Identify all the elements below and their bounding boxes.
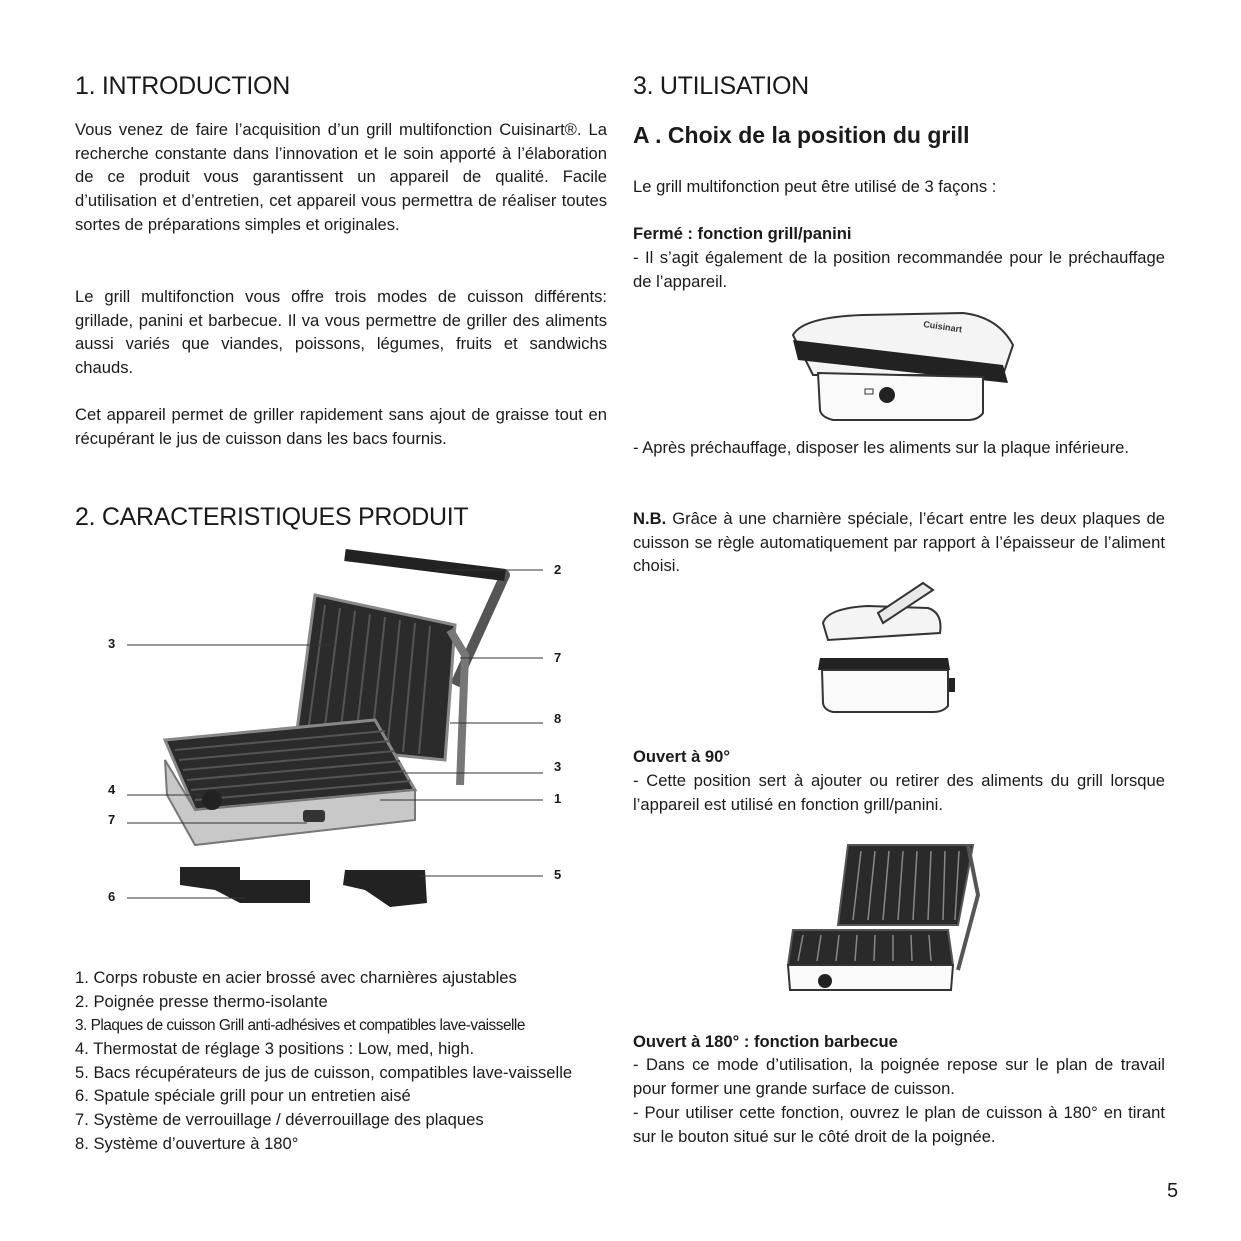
closed-bullet-2: - Après préchauffage, disposer les aliments sur la plaque inférieure.	[633, 438, 1129, 457]
nb-text: Grâce à une charnière spéciale, l’écart entre les deux plaques de cuisson se règle automatiquement par rapport à l’épaisseur de l’aliment choisi.	[633, 509, 1165, 576]
open-upper-plate	[838, 845, 973, 925]
usage-intro: Le grill multifonction peut être utilisé de 3 façons :	[633, 177, 997, 196]
half-open-plate	[818, 658, 950, 670]
drip-tray	[343, 870, 427, 907]
label-1: 1	[554, 791, 562, 806]
intro-title: 1. INTRODUCTION	[75, 72, 290, 100]
intro-paragraph-2: Le grill multifonction vous offre trois modes de cuisson différents: grillade, panini et barbecue. Il va vous permettre de griller des aliments aussi variés que viandes, poissons, légumes, fruits et sandwichs chauds.	[75, 287, 607, 378]
intro-paragraph-3: Cet appareil permet de griller rapidement sans ajout de graisse tout en récupérant le jus de cuisson dans les bacs fournis.	[75, 405, 607, 448]
parts-item-4: 4. Thermostat de réglage 3 positions : Low, med, high.	[75, 1039, 475, 1058]
parts-item-5: 5. Bacs récupérateurs de jus de cuisson, compatibles lave-vaisselle	[75, 1063, 573, 1082]
label-3b: 3	[554, 759, 562, 774]
brand-logo-closed: Cuisinart	[922, 319, 963, 335]
usage-title: 3. UTILISATION	[633, 72, 809, 100]
open-knob	[818, 974, 832, 988]
nb-label: N.B.	[633, 509, 667, 528]
label-8: 8	[554, 711, 562, 726]
closed-grill-figure	[783, 305, 1023, 425]
closed-body	[818, 373, 983, 420]
label-5: 5	[554, 867, 562, 882]
lock-button	[303, 810, 325, 822]
half-open-grill-figure	[808, 578, 968, 718]
handle-grip	[345, 555, 505, 575]
intro-paragraph-1: Vous venez de faire l’acquisition d’un grill multifonction Cuisinart®. La recherche constante dans l’innovation et le soin apporté à l’élaboration de ce produit vous garantissent un appareil de qualité. Facile d’utilisation et d’entretien, cet appareil vous permettra de réaliser toutes sortes de préparations simples et originales.	[75, 120, 607, 234]
label-7a: 7	[554, 650, 562, 665]
half-open-knob	[949, 678, 955, 692]
features-title: 2. CARACTERISTIQUES PRODUIT	[75, 503, 469, 531]
open90-title: Ouvert à 90°	[633, 747, 731, 766]
open-grill-figure	[783, 835, 983, 1010]
label-3a: 3	[108, 636, 116, 651]
closed-bullet-1: - Il s’agit également de la position recommandée pour le préchauffage de l’appareil.	[633, 248, 1165, 291]
open-lower-plate	[788, 930, 953, 965]
label-6: 6	[108, 889, 116, 904]
product-diagram	[75, 545, 607, 920]
parts-item-6: 6. Spatule spéciale grill pour un entretien aisé	[75, 1086, 411, 1105]
parts-item-1: 1. Corps robuste en acier brossé avec charnières ajustables	[75, 968, 517, 987]
position-subtitle: A . Choix de la position du grill	[633, 122, 970, 148]
parts-item-2: 2. Poignée presse thermo-isolante	[75, 992, 328, 1011]
page-number: 5	[1167, 1180, 1179, 1202]
label-2: 2	[554, 562, 562, 577]
parts-item-7: 7. Système de verrouillage / déverrouillage des plaques	[75, 1110, 484, 1129]
open90-bullet-1: - Cette position sert à ajouter ou retirer des aliments du grill lorsque l’appareil est utilisé en fonction grill/panini.	[633, 771, 1165, 814]
label-4: 4	[108, 782, 116, 797]
parts-item-8: 8. Système d’ouverture à 180°	[75, 1134, 299, 1153]
thermostat-knob	[202, 790, 222, 810]
open180-bullet-2: - Pour utiliser cette fonction, ouvrez le plan de cuisson à 180° en tirant sur le bouton situé sur le côté droit de la poignée.	[633, 1103, 1165, 1146]
open-body	[788, 965, 953, 990]
open180-bullet-1: - Dans ce mode d’utilisation, la poignée repose sur le plan de travail pour former une grande surface de cuisson.	[633, 1055, 1165, 1098]
closed-title: Fermé : fonction grill/panini	[633, 224, 852, 243]
open180-title: Ouvert à 180° : fonction barbecue	[633, 1032, 898, 1051]
closed-knob	[879, 387, 895, 403]
label-7b: 7	[108, 812, 116, 827]
parts-item-3: 3. Plaques de cuisson Grill anti-adhésives et compatibles lave-vaisselle	[75, 1017, 525, 1034]
half-open-body	[822, 670, 948, 712]
nb-paragraph	[633, 507, 1165, 578]
